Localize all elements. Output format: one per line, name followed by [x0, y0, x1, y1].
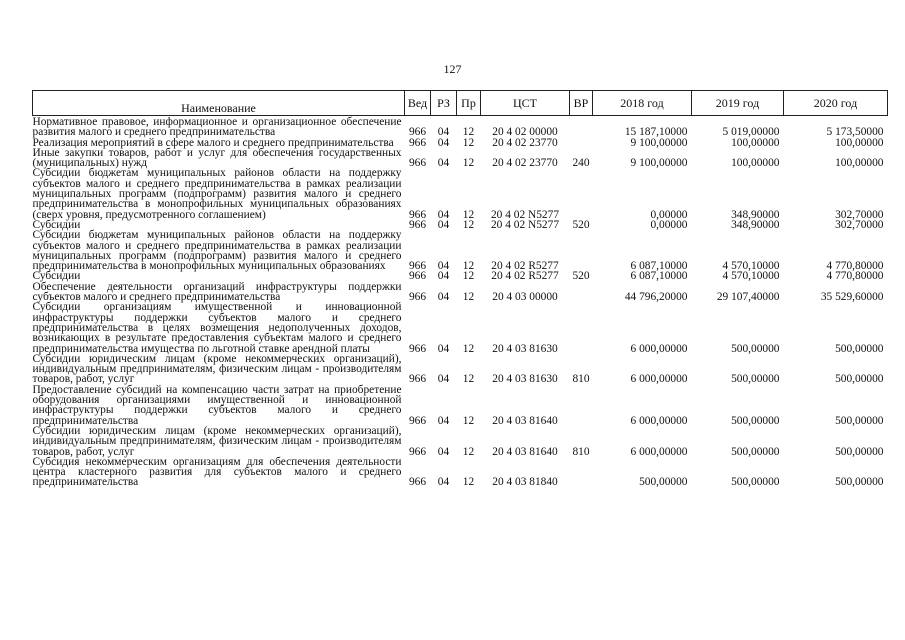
table-row	[33, 385, 888, 426]
cell-y2020: 5 173,50000	[826, 126, 884, 139]
cell-y2019: 500,00000	[731, 445, 780, 458]
header-2020: 2020 год	[784, 91, 888, 116]
cell-pr: 12	[462, 126, 475, 139]
cell-vr: 240	[572, 157, 590, 170]
cell-rz: 04	[437, 260, 450, 273]
cell-ved: 966	[408, 126, 427, 139]
cell-y2019: 5 019,00000	[722, 126, 780, 139]
cell-y2019: 29 107,40000	[716, 291, 780, 304]
cell-y2020: 4 770,80000	[826, 260, 884, 273]
cell-ved: 966	[408, 373, 427, 386]
cell-y2019: 100,00000	[731, 157, 780, 170]
cell-y2018: 500,00000	[639, 476, 688, 489]
cell-name: Нормативное правовое, информационное и организационное обеспечение развития малого и среднего предпринимательства	[32, 116, 402, 139]
header-rz: РЗ	[431, 91, 457, 116]
cell-vr	[570, 457, 593, 488]
cell-y2018: 6 000,00000	[630, 342, 688, 355]
table-row	[33, 354, 888, 385]
cell-ved: 966	[408, 260, 427, 273]
cell-y2019: 348,90000	[731, 218, 780, 231]
cell-y2018: 6 087,10000	[630, 260, 688, 273]
cell-y2020: 500,00000	[835, 342, 884, 355]
page-number: 127	[443, 62, 462, 76]
cell-vr	[570, 168, 593, 219]
cell-vr: 810	[572, 373, 590, 386]
header-pr: Пр	[457, 91, 481, 116]
cell-ved: 966	[408, 270, 427, 283]
cell-name: Субсидии бюджетам муниципальных районов области на поддержку субъектов малого и среднего предпринимательства в рамках реализации муниципальных программ (подпрограмм) развития малого и среднего предпринимательства в монопрофильных муниципальных образованиях (сверх уровня, предусмотренного соглашением)	[32, 167, 402, 221]
cell-cst: 20 4 03 81840	[492, 476, 558, 489]
table-header-row	[33, 91, 888, 116]
table-body	[33, 116, 888, 488]
cell-ved: 966	[408, 157, 427, 170]
header-cst: ЦСТ	[481, 91, 570, 116]
cell-rz: 04	[437, 342, 450, 355]
cell-cst: 20 4 02 N5277	[490, 208, 560, 221]
header-name: Наименование	[33, 91, 405, 116]
cell-y2018: 44 796,20000	[624, 291, 688, 304]
cell-vr: 810	[572, 445, 590, 458]
cell-name: Субсидии бюджетам муниципальных районов области на поддержку субъектов малого и среднего предпринимательства в рамках реализации муниципальных программ (подпрограмм) развития малого и среднего предпринимательства в монопрофильных муниципальных образованиях	[32, 229, 402, 273]
cell-cst: 20 4 03 81640	[492, 445, 558, 458]
cell-vr	[570, 138, 593, 148]
cell-vr	[570, 116, 593, 138]
header-vr: ВР	[570, 91, 593, 116]
cell-y2019: 500,00000	[731, 373, 780, 386]
cell-cst: 20 4 02 R5277	[491, 270, 559, 283]
cell-ved: 966	[408, 476, 427, 489]
cell-vr	[570, 230, 593, 271]
cell-y2018: 6 000,00000	[630, 414, 688, 427]
cell-ved: 966	[408, 414, 427, 427]
cell-rz: 04	[437, 414, 450, 427]
cell-y2020: 500,00000	[835, 414, 884, 427]
cell-y2018: 6 000,00000	[630, 373, 688, 386]
cell-vr	[570, 302, 593, 353]
cell-cst: 20 4 03 81640	[492, 414, 558, 427]
cell-y2018: 9 100,00000	[630, 157, 688, 170]
table-row	[33, 230, 888, 271]
cell-y2020: 500,00000	[835, 476, 884, 489]
cell-rz: 04	[437, 445, 450, 458]
table-row	[33, 116, 888, 138]
cell-name: Реализация мероприятий в сфере малого и среднего предпринимательства	[32, 136, 394, 149]
cell-cst: 20 4 02 N5277	[490, 218, 560, 231]
cell-pr: 12	[462, 208, 475, 221]
cell-pr: 12	[462, 136, 475, 149]
cell-rz: 04	[437, 476, 450, 489]
cell-y2019: 348,90000	[731, 208, 780, 221]
cell-y2020: 302,70000	[835, 208, 884, 221]
cell-vr: 520	[572, 218, 590, 231]
cell-pr: 12	[462, 260, 475, 273]
cell-rz: 04	[437, 208, 450, 221]
header-2018: 2018 год	[593, 91, 692, 116]
table-row	[33, 426, 888, 457]
cell-y2018: 0,00000	[650, 218, 688, 231]
cell-y2020: 35 529,60000	[820, 291, 884, 304]
table-row	[33, 457, 888, 488]
cell-pr: 12	[462, 218, 475, 231]
cell-y2020: 100,00000	[835, 157, 884, 170]
cell-pr: 12	[462, 270, 475, 283]
cell-y2019: 100,00000	[731, 136, 780, 149]
header-2019: 2019 год	[692, 91, 784, 116]
table-row	[33, 282, 888, 303]
cell-rz: 04	[437, 218, 450, 231]
cell-y2019: 4 570,10000	[722, 270, 780, 283]
cell-pr: 12	[462, 445, 475, 458]
cell-pr: 12	[462, 414, 475, 427]
cell-cst: 20 4 02 R5277	[491, 260, 559, 273]
cell-y2018: 6 087,10000	[630, 270, 688, 283]
cell-rz: 04	[437, 291, 450, 304]
cell-ved: 966	[408, 208, 427, 221]
cell-ved: 966	[408, 291, 427, 304]
cell-ved: 966	[408, 136, 427, 149]
cell-y2020: 500,00000	[835, 373, 884, 386]
cell-vr	[570, 385, 593, 426]
cell-pr: 12	[462, 291, 475, 304]
cell-ved: 966	[408, 218, 427, 231]
cell-name: Субсидии организациям имущественной и инновационной инфраструктуры поддержки субъектов малого и среднего предпринимательства в целях возмещения недополученных доходов, возникающих в результате предоставления субъектам малого и среднего предпринимательства имущества по льготной ставке арендной платы	[32, 301, 402, 355]
cell-cst: 20 4 03 81630	[492, 373, 558, 386]
cell-cst: 20 4 03 00000	[492, 291, 558, 304]
cell-cst: 20 4 02 23770	[492, 157, 558, 170]
cell-vr: 520	[572, 270, 590, 283]
cell-name: Субсидии юридическим лицам (кроме некоммерческих организаций), индивидуальным предпринимателям, физическим лицам - производителям товаров, работ, услуг	[32, 424, 402, 458]
cell-y2019: 500,00000	[731, 342, 780, 355]
cell-rz: 04	[437, 270, 450, 283]
cell-name: Обеспечение деятельности организаций инфраструктуры поддержки субъектов малого и среднего предпринимательства	[32, 280, 402, 304]
cell-rz: 04	[437, 126, 450, 139]
table-row	[33, 148, 888, 169]
cell-y2018: 9 100,00000	[630, 136, 688, 149]
cell-y2020: 4 770,80000	[826, 270, 884, 283]
cell-rz: 04	[437, 373, 450, 386]
cell-y2019: 4 570,10000	[722, 260, 780, 273]
cell-y2018: 6 000,00000	[630, 445, 688, 458]
cell-name: Субсидии	[32, 270, 81, 283]
cell-name: Субсидии	[32, 218, 81, 231]
cell-name: Предоставление субсидий на компенсацию части затрат на приобретение оборудования организациями имущественной и инновационной инфраструктуры поддержки субъектов малого и среднего предпринимательства	[32, 383, 402, 427]
cell-y2019: 500,00000	[731, 476, 780, 489]
cell-cst: 20 4 02 23770	[492, 136, 558, 149]
cell-pr: 12	[462, 476, 475, 489]
cell-pr: 12	[462, 157, 475, 170]
cell-name: Иные закупки товаров, работ и услуг для обеспечения государственных (муниципальных) нужд	[32, 146, 402, 170]
cell-y2020: 500,00000	[835, 445, 884, 458]
cell-cst: 20 4 03 81630	[492, 342, 558, 355]
cell-y2020: 100,00000	[835, 136, 884, 149]
header-ved: Вед	[405, 91, 431, 116]
cell-cst: 20 4 02 00000	[492, 126, 558, 139]
table-row	[33, 302, 888, 353]
cell-y2018: 15 187,10000	[624, 126, 688, 139]
cell-name: Субсидия некоммерческим организациям для обеспечения деятельности центра кластерного развития для субъектов малого и среднего предпринимательства	[32, 455, 402, 489]
cell-y2020: 302,70000	[835, 218, 884, 231]
budget-table	[32, 90, 888, 488]
cell-pr: 12	[462, 342, 475, 355]
cell-rz: 04	[437, 136, 450, 149]
table-row	[33, 168, 888, 219]
cell-rz: 04	[437, 157, 450, 170]
cell-y2019: 500,00000	[731, 414, 780, 427]
cell-y2018: 0,00000	[650, 208, 688, 221]
cell-ved: 966	[408, 445, 427, 458]
cell-pr: 12	[462, 373, 475, 386]
cell-name: Субсидии юридическим лицам (кроме некоммерческих организаций), индивидуальным предпринимателям, физическим лицам - производителям товаров, работ, услуг	[32, 352, 402, 386]
cell-vr	[570, 282, 593, 303]
cell-ved: 966	[408, 342, 427, 355]
